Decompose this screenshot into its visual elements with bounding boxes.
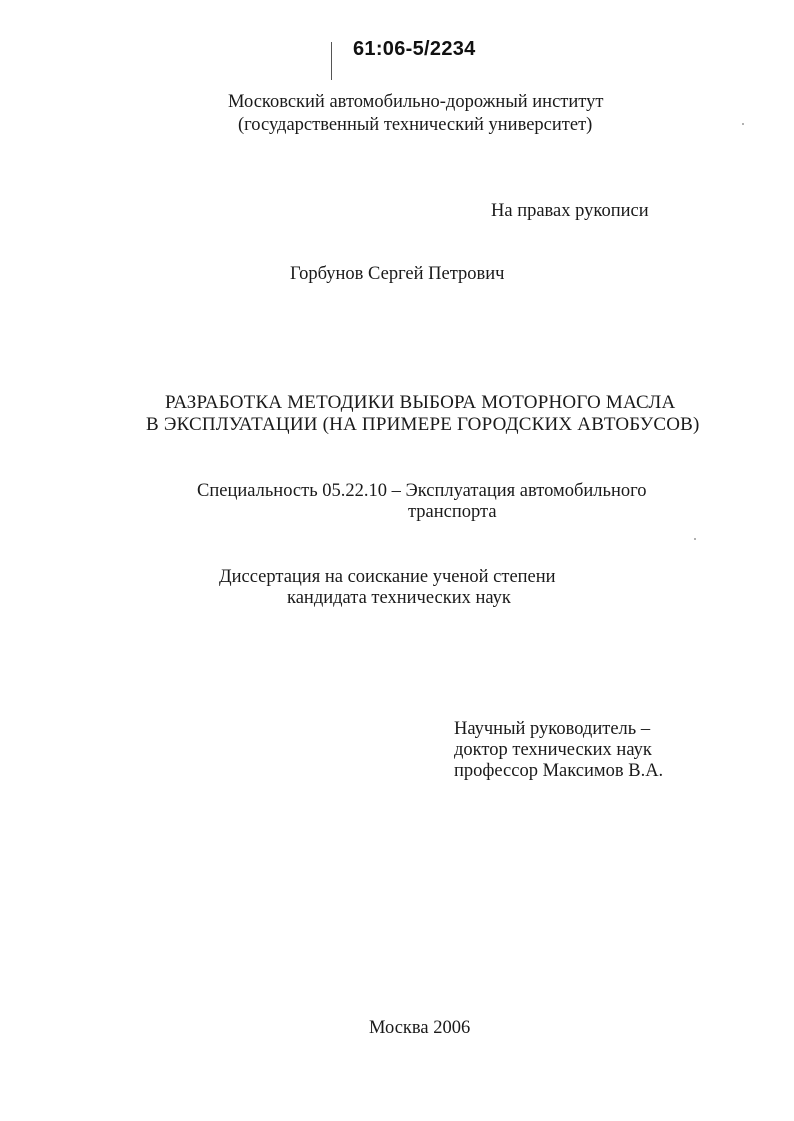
thesis-title-line-1: РАЗРАБОТКА МЕТОДИКИ ВЫБОРА МОТОРНОГО МАСЛА: [165, 392, 676, 413]
supervisor-name: профессор Максимов В.А.: [454, 761, 664, 781]
institution-name: Московский автомобильно-дорожный институт: [228, 92, 604, 112]
manuscript-note: На правах рукописи: [491, 201, 649, 221]
scan-speck: [694, 538, 696, 540]
institution-subtitle: (государственный технический университет): [238, 115, 593, 135]
specialty-line-2: транспорта: [408, 502, 497, 522]
degree-line-2: кандидата технических наук: [287, 588, 511, 608]
author-name: Горбунов Сергей Петрович: [290, 264, 505, 284]
city-year: Москва 2006: [369, 1018, 471, 1038]
scan-margin-mark: [331, 42, 332, 80]
degree-line-1: Диссертация на соискание ученой степени: [219, 567, 556, 587]
supervisor-role: Научный руководитель –: [454, 719, 651, 739]
scan-speck: [742, 123, 744, 125]
supervisor-degree: доктор технических наук: [454, 740, 652, 760]
thesis-title-line-2: В ЭКСПЛУАТАЦИИ (НА ПРИМЕРЕ ГОРОДСКИХ АВТОБУСОВ): [146, 414, 700, 435]
archive-stamp: 61:06-5/2234: [353, 38, 476, 60]
specialty-line-1: Специальность 05.22.10 – Эксплуатация автомобильного: [197, 481, 647, 501]
